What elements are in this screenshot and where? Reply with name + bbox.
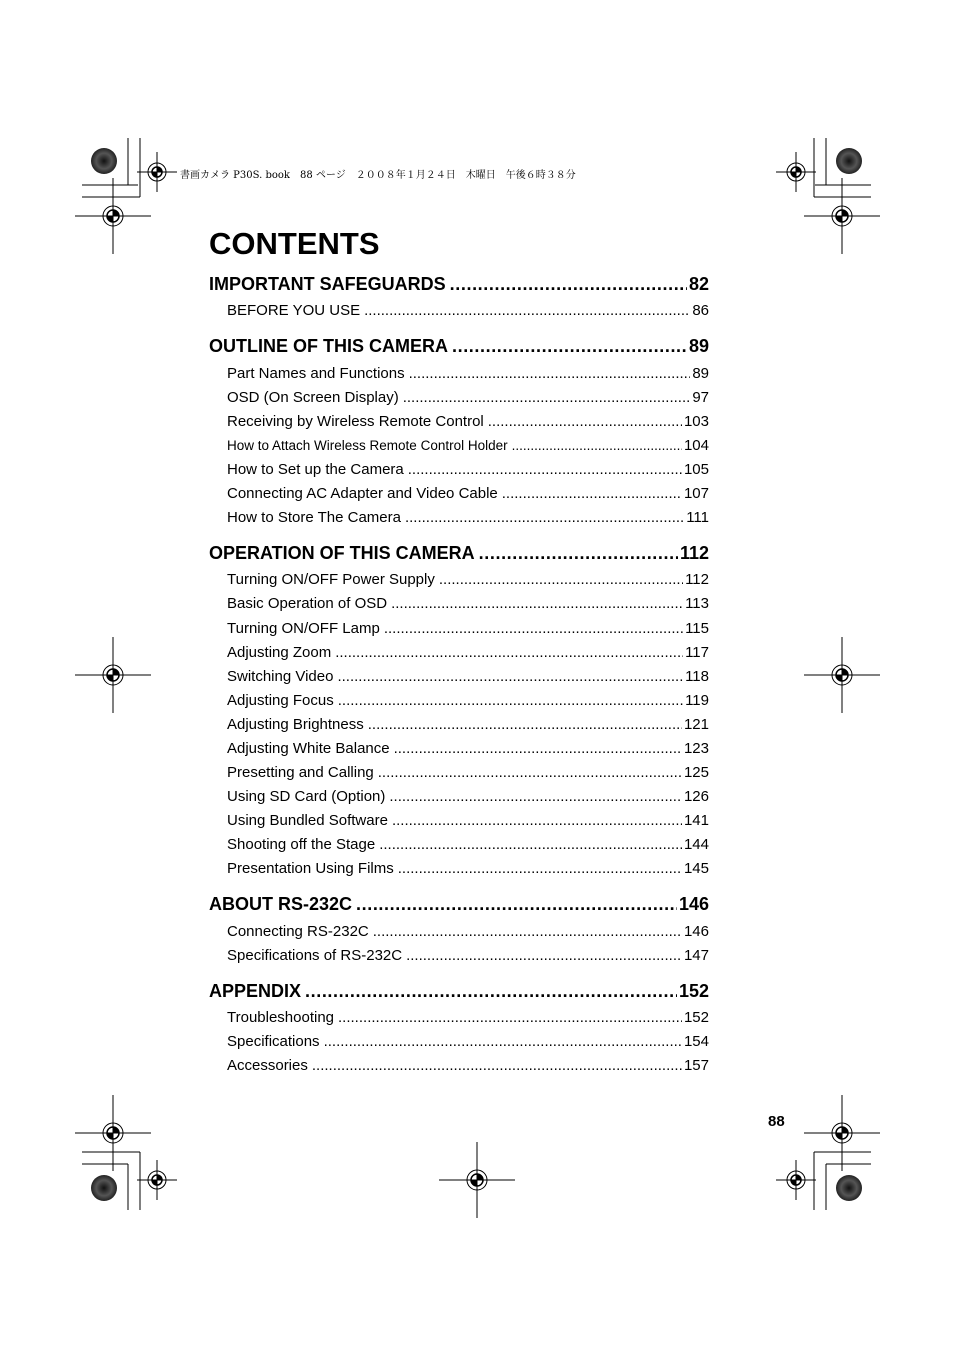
toc-item[interactable] bbox=[227, 947, 709, 967]
toc-section-title: IMPORTANT SAFEGUARDS bbox=[209, 274, 446, 294]
toc-page-number: 86 bbox=[692, 302, 709, 319]
toc-page-number: 103 bbox=[683, 413, 709, 430]
toc-page-number: 123 bbox=[683, 740, 709, 757]
toc-page-number: 89 bbox=[692, 365, 709, 382]
toc-page-number: 141 bbox=[683, 812, 709, 829]
toc-leader bbox=[512, 438, 682, 453]
toc-section[interactable] bbox=[209, 981, 709, 1005]
toc-item[interactable] bbox=[227, 620, 709, 640]
toc-item[interactable] bbox=[227, 668, 709, 688]
toc-item-label: Connecting AC Adapter and Video Cable bbox=[227, 485, 498, 502]
toc-leader bbox=[364, 302, 690, 319]
toc-item-label: Using Bundled Software bbox=[227, 812, 388, 829]
toc-section[interactable] bbox=[209, 894, 709, 918]
toc-page-number: 157 bbox=[683, 1057, 709, 1074]
toc-page-number: 126 bbox=[683, 788, 709, 805]
toc-item-label: How to Attach Wireless Remote Control Holder bbox=[227, 438, 508, 453]
toc-section-title: OUTLINE OF THIS CAMERA bbox=[209, 336, 448, 356]
toc-item-label: OSD (On Screen Display) bbox=[227, 389, 399, 406]
toc-page-number: 112 bbox=[685, 571, 709, 588]
toc-page-number: 154 bbox=[683, 1033, 709, 1050]
toc-section-title: ABOUT RS-232C bbox=[209, 894, 353, 914]
toc-page-number: 112 bbox=[679, 543, 709, 563]
toc-leader bbox=[452, 336, 687, 357]
toc-page-number: 107 bbox=[683, 485, 709, 502]
toc-page-number: 115 bbox=[685, 620, 709, 637]
toc-item[interactable] bbox=[227, 461, 709, 481]
toc-leader bbox=[389, 788, 682, 805]
toc-item[interactable] bbox=[227, 836, 709, 856]
registration-target-icon bbox=[776, 152, 816, 192]
toc-page-number: 89 bbox=[688, 336, 709, 356]
toc-page-number: 119 bbox=[685, 692, 709, 709]
toc-leader bbox=[409, 365, 691, 382]
toc-item-label: Adjusting Zoom bbox=[227, 644, 332, 661]
toc-leader bbox=[479, 543, 678, 564]
toc-page-number: 104 bbox=[683, 437, 709, 454]
toc-item-label: Connecting RS-232C bbox=[227, 923, 369, 940]
toc-section[interactable] bbox=[209, 543, 709, 567]
toc-page-number: 121 bbox=[683, 716, 709, 733]
toc-page-number: 144 bbox=[683, 836, 709, 853]
toc-leader bbox=[450, 274, 687, 295]
toc-item-label: Adjusting Brightness bbox=[227, 716, 364, 733]
toc-leader bbox=[392, 812, 682, 829]
toc-page-number: 147 bbox=[683, 947, 709, 964]
toc-item[interactable] bbox=[227, 437, 709, 457]
registration-target-icon bbox=[75, 637, 151, 713]
toc-leader bbox=[338, 1009, 682, 1026]
toc-item-label: Switching Video bbox=[227, 668, 334, 685]
toc-page-number: 146 bbox=[678, 894, 709, 914]
toc-leader bbox=[373, 923, 682, 940]
toc-item-label: BEFORE YOU USE bbox=[227, 302, 361, 319]
toc-item[interactable] bbox=[227, 716, 709, 736]
toc-item-label: Troubleshooting bbox=[227, 1009, 335, 1026]
registration-target-icon bbox=[439, 1142, 515, 1218]
toc-leader bbox=[502, 485, 682, 502]
toc-leader bbox=[384, 620, 683, 637]
toc-page-number: 82 bbox=[688, 274, 709, 294]
toc-item[interactable] bbox=[227, 413, 709, 433]
toc-item-label: Presentation Using Films bbox=[227, 860, 394, 877]
toc-page-number: 118 bbox=[685, 668, 709, 685]
toc-item-label: Adjusting Focus bbox=[227, 692, 334, 709]
toc-page-number: 145 bbox=[683, 860, 709, 877]
toc-page-number: 111 bbox=[686, 509, 709, 526]
toc-leader bbox=[439, 571, 683, 588]
toc-item[interactable] bbox=[227, 692, 709, 712]
toc-leader bbox=[312, 1057, 682, 1074]
registration-target-icon bbox=[804, 178, 880, 254]
registration-target-icon bbox=[137, 1160, 177, 1200]
toc-page-number: 152 bbox=[678, 981, 709, 1001]
toc-item-label: Specifications of RS-232C bbox=[227, 947, 403, 964]
registration-target-icon bbox=[75, 178, 151, 254]
toc-page-number: 117 bbox=[685, 644, 709, 661]
toc-leader bbox=[338, 692, 683, 709]
toc-item[interactable] bbox=[227, 788, 709, 808]
toc-leader bbox=[368, 716, 682, 733]
toc-page-number: 125 bbox=[683, 764, 709, 781]
toc-item[interactable] bbox=[227, 1057, 709, 1077]
toc-section[interactable] bbox=[209, 274, 709, 298]
toc-item-label: How to Store The Camera bbox=[227, 509, 401, 526]
toc-item-label: Shooting off the Stage bbox=[227, 836, 376, 853]
toc-item[interactable] bbox=[227, 1009, 709, 1029]
toc-item[interactable] bbox=[227, 923, 709, 943]
toc-item-label: Adjusting White Balance bbox=[227, 740, 390, 757]
toc-item-label: Basic Operation of OSD bbox=[227, 595, 388, 612]
toc-item-label: Using SD Card (Option) bbox=[227, 788, 386, 805]
toc-leader bbox=[324, 1033, 682, 1050]
toc-item[interactable] bbox=[227, 764, 709, 784]
toc-item-label: How to Set up the Camera bbox=[227, 461, 404, 478]
registration-target-icon bbox=[804, 637, 880, 713]
toc-item[interactable] bbox=[227, 1033, 709, 1053]
toc-section-title: OPERATION OF THIS CAMERA bbox=[209, 543, 475, 563]
toc-item[interactable] bbox=[227, 740, 709, 760]
toc-leader bbox=[488, 413, 682, 430]
toc-leader bbox=[408, 461, 682, 478]
toc-page-number: 152 bbox=[683, 1009, 709, 1026]
toc-leader bbox=[405, 509, 684, 526]
registration-target-icon bbox=[804, 1095, 880, 1171]
toc-item[interactable] bbox=[227, 302, 709, 322]
print-info-header: 書画カメラ P30S. book 88 ページ ２００８年１月２４日 木曜日 午後６時３８分 bbox=[180, 170, 576, 181]
toc-page-number: 113 bbox=[685, 595, 709, 612]
registration-target-icon bbox=[137, 152, 177, 192]
toc-leader bbox=[335, 644, 683, 661]
toc-item[interactable] bbox=[227, 365, 709, 385]
toc-item[interactable] bbox=[227, 644, 709, 664]
toc-item[interactable] bbox=[227, 812, 709, 832]
toc-leader bbox=[378, 764, 682, 781]
toc-item-label: Accessories bbox=[227, 1057, 308, 1074]
toc-item[interactable] bbox=[227, 485, 709, 505]
toc-leader bbox=[356, 894, 677, 915]
toc-item[interactable] bbox=[227, 571, 709, 591]
toc-leader bbox=[305, 981, 677, 1002]
toc-page-number: 97 bbox=[692, 389, 709, 406]
toc-item-label: Receiving by Wireless Remote Control bbox=[227, 413, 484, 430]
toc-item[interactable] bbox=[227, 389, 709, 409]
toc-item-label: Turning ON/OFF Lamp bbox=[227, 620, 380, 637]
toc-leader bbox=[398, 860, 682, 877]
registration-target-icon bbox=[75, 1095, 151, 1171]
toc-section-title: APPENDIX bbox=[209, 981, 302, 1001]
toc-item-label: Specifications bbox=[227, 1033, 320, 1050]
toc-item[interactable] bbox=[227, 509, 709, 529]
toc-leader bbox=[403, 389, 691, 406]
toc-item[interactable] bbox=[227, 595, 709, 615]
toc-leader bbox=[337, 668, 683, 685]
toc-item-label: Part Names and Functions bbox=[227, 365, 405, 382]
toc-item-label: Turning ON/OFF Power Supply bbox=[227, 571, 435, 588]
registration-target-icon bbox=[776, 1160, 816, 1200]
page-title: CONTENTS bbox=[209, 226, 380, 261]
toc-leader bbox=[406, 947, 682, 964]
toc-leader bbox=[379, 836, 682, 853]
toc-item[interactable] bbox=[227, 860, 709, 880]
toc-section[interactable] bbox=[209, 336, 709, 360]
toc-item-label: Presetting and Calling bbox=[227, 764, 374, 781]
toc-leader bbox=[391, 595, 683, 612]
page-number: 88 bbox=[768, 1113, 785, 1130]
toc-leader bbox=[394, 740, 682, 757]
toc-page-number: 146 bbox=[683, 923, 709, 940]
toc-page-number: 105 bbox=[683, 461, 709, 478]
